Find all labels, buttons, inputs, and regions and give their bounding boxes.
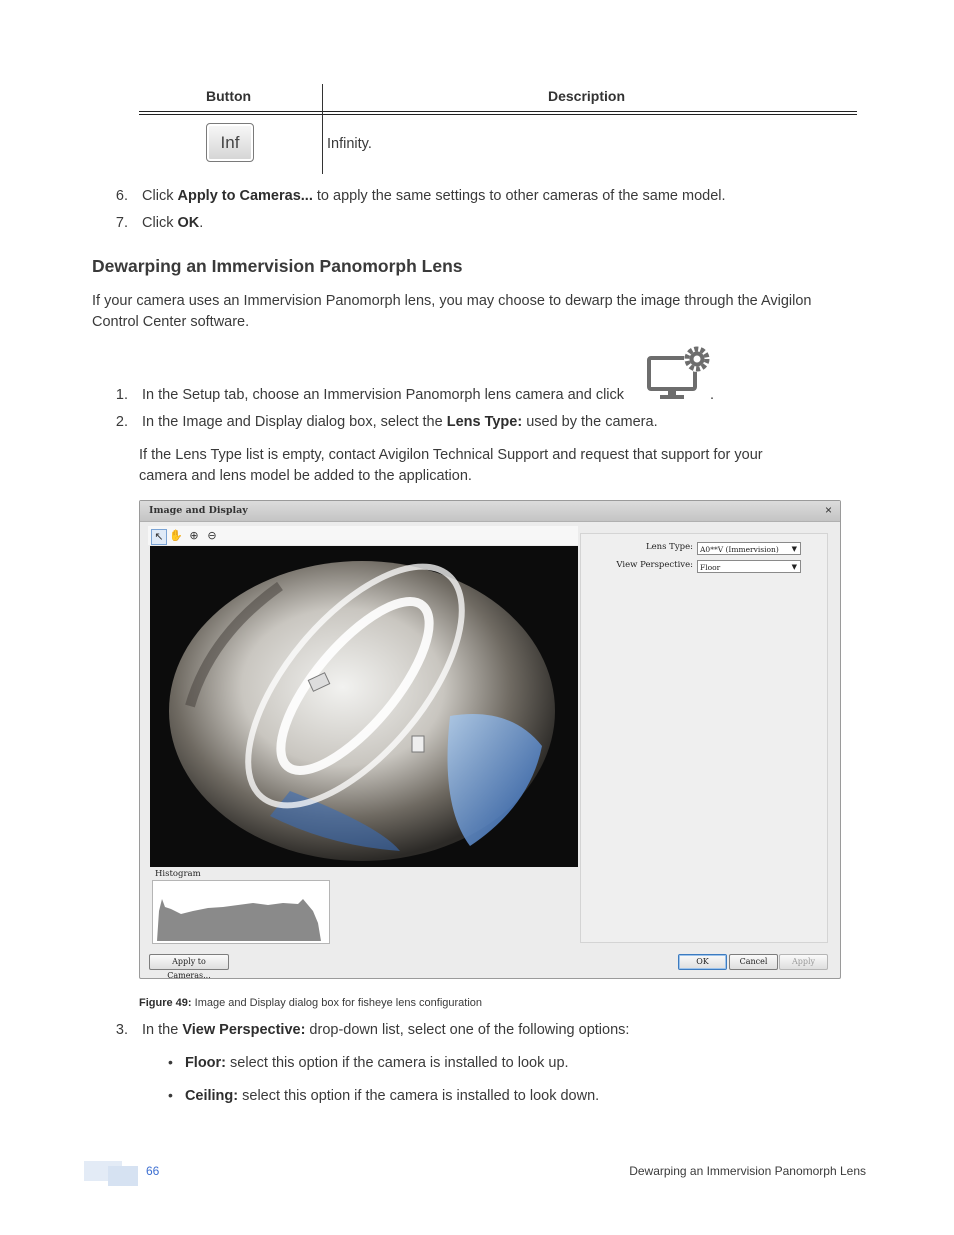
intro-line-2: Control Center software.: [92, 314, 250, 330]
lens-type-select[interactable]: [697, 542, 801, 555]
note-line-2: camera and lens model be added to the application.: [139, 468, 472, 484]
infinity-button-image: [206, 123, 254, 162]
note-line-1: If the Lens Type list is empty, contact Avigilon Technical Support and request that support for your: [139, 447, 763, 463]
lens-type-value: A0**V (Immervision): [700, 545, 779, 554]
histogram-label: Histogram: [155, 869, 201, 879]
footer-section-title: Dewarping an Immervision Panomorph Lens: [629, 1164, 866, 1178]
view-perspective-label: View Perspective:: [616, 560, 693, 570]
step-number: 6.: [115, 188, 128, 204]
step-text: .: [199, 215, 204, 231]
zoom-in-icon[interactable]: ⊕: [189, 530, 199, 542]
bullet-bold: Ceiling:: [184, 1088, 239, 1104]
col-header-button: Button: [206, 88, 252, 104]
step-1: [112, 387, 624, 403]
intro-line-1: If your camera uses an Immervision Panomorph lens, you may choose to dewarp the image through the Avigilon: [92, 293, 812, 309]
infinity-button-label: Inf: [220, 132, 240, 152]
bullet-floor: [168, 1054, 569, 1071]
step-1-tail: .: [710, 387, 715, 403]
bullet-text: select this option if the camera is installed to look down.: [238, 1088, 600, 1104]
step-text: to apply the same settings to other cameras of the same model.: [312, 188, 726, 204]
infinity-description: Infinity.: [327, 136, 372, 152]
image-display-dialog: [139, 500, 841, 979]
step-text: In the Image and Display dialog box, select the: [142, 414, 447, 430]
pan-hand-icon[interactable]: ✋: [169, 530, 183, 542]
cancel-button[interactable]: Cancel: [729, 954, 778, 970]
apply-to-cameras-button[interactable]: Apply to Cameras...: [149, 954, 229, 970]
step-bold: OK: [177, 215, 200, 231]
table-header-rule-1: [139, 111, 857, 112]
view-perspective-select[interactable]: [697, 560, 801, 573]
figure-caption: [139, 997, 482, 1009]
step-7: [112, 215, 203, 231]
step-2: [112, 414, 658, 430]
table-column-divider: [322, 84, 323, 174]
step-bold: Lens Type:: [446, 414, 523, 430]
col-header-description: Description: [548, 88, 626, 104]
step-text: In the: [142, 1022, 183, 1038]
ok-button[interactable]: OK: [678, 954, 727, 970]
figure-text: Image and Display dialog box for fisheye lens configuration: [191, 997, 483, 1009]
chevron-down-icon: ▼: [791, 545, 797, 553]
step-text: Click: [142, 188, 178, 204]
figure-label: Figure 49:: [139, 997, 192, 1009]
histogram-graph: [152, 880, 330, 944]
view-perspective-value: Floor: [700, 563, 721, 572]
step-text: In the Setup tab, choose an Immervision Panomorph lens camera and click: [142, 387, 625, 403]
step-number: 7.: [115, 215, 128, 231]
zoom-out-icon[interactable]: ⊖: [207, 530, 217, 542]
lens-type-note: [139, 445, 763, 487]
settings-panel: [580, 533, 828, 943]
step-bold: View Perspective:: [182, 1022, 306, 1038]
chevron-down-icon: ▼: [791, 563, 797, 571]
step-bold: Apply to Cameras...: [177, 188, 313, 204]
step-number: 3.: [115, 1022, 128, 1038]
step-6: [112, 188, 726, 204]
section-intro: [92, 291, 811, 333]
bullet-dot-icon: •: [168, 1054, 173, 1070]
bullet-dot-icon: •: [168, 1087, 173, 1103]
section-heading: Dewarping an Immervision Panomorph Lens: [92, 256, 463, 276]
dialog-titlebar: [140, 501, 840, 522]
apply-button[interactable]: Apply: [779, 954, 828, 970]
step-text: drop-down list, select one of the following options:: [305, 1022, 630, 1038]
step-3: [112, 1022, 629, 1038]
step-text: used by the camera.: [522, 414, 658, 430]
footer-decoration: [108, 1166, 138, 1186]
fisheye-preview-image: [150, 546, 578, 867]
lens-type-label: Lens Type:: [645, 542, 693, 552]
dialog-title: Image and Display: [149, 505, 248, 516]
step-text: Click: [142, 215, 178, 231]
setup-monitor-gear-icon: [646, 344, 715, 403]
page-number: 66: [146, 1164, 160, 1178]
close-icon[interactable]: ×: [824, 503, 832, 517]
bullet-bold: Floor:: [184, 1055, 227, 1071]
pointer-tool-icon[interactable]: ↖: [151, 529, 167, 545]
table-header-rule-2: [139, 114, 857, 115]
bullet-ceiling: [168, 1087, 599, 1104]
step-number: 2.: [115, 414, 128, 430]
bullet-text: select this option if the camera is installed to look up.: [226, 1055, 569, 1071]
step-number: 1.: [115, 387, 128, 403]
